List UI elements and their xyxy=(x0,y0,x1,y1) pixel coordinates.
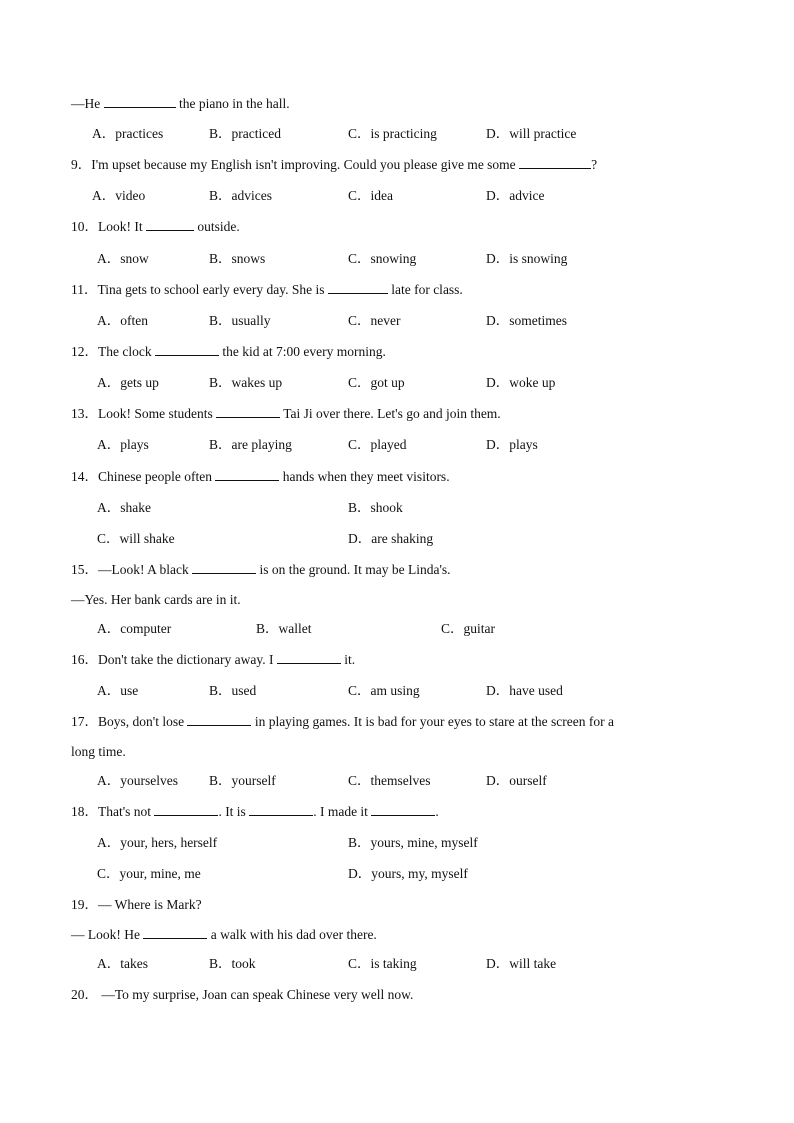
question-11 xyxy=(71,281,463,299)
q9-option-c[interactable]: C．idea xyxy=(348,188,393,203)
q14-option-a[interactable]: A．shake xyxy=(97,500,151,515)
answer-blank[interactable] xyxy=(519,156,591,169)
q15-option-a[interactable]: A．computer xyxy=(97,621,172,636)
q15-option-b[interactable]: B．wallet xyxy=(256,621,312,636)
answer-blank[interactable] xyxy=(187,713,251,726)
answer-blank[interactable] xyxy=(277,651,341,664)
q9-text-a: 9．I'm upset because my English isn't improving. Could you please give me some xyxy=(71,157,520,172)
q14-option-b[interactable]: B．shook xyxy=(348,500,403,515)
q12-option-c[interactable]: C．got up xyxy=(348,375,405,390)
q9-text-b: ? xyxy=(591,157,598,172)
q8-text-a: —He xyxy=(71,96,104,111)
q17-option-c[interactable]: C．themselves xyxy=(348,773,431,788)
q19-option-d[interactable]: D．will take xyxy=(486,956,557,971)
q11-text-b: late for class. xyxy=(387,282,463,297)
question-13 xyxy=(71,405,501,423)
q14-option-d[interactable]: D．are shaking xyxy=(348,531,434,546)
answer-blank[interactable] xyxy=(249,803,313,816)
q16-option-b[interactable]: B．used xyxy=(209,683,257,698)
q10-option-d[interactable]: D．is snowing xyxy=(486,251,568,266)
q16-option-a[interactable]: A．use xyxy=(97,683,139,698)
answer-blank[interactable] xyxy=(192,561,256,574)
q19-option-a[interactable]: A．takes xyxy=(97,956,148,971)
q12-option-d[interactable]: D．woke up xyxy=(486,375,556,390)
answer-blank[interactable] xyxy=(104,95,176,108)
q12-option-a[interactable]: A．gets up xyxy=(97,375,159,390)
q10-text-b: outside. xyxy=(194,219,240,234)
q13-text-a: 13．Look! Some students xyxy=(71,406,217,421)
q19-option-b[interactable]: B．took xyxy=(209,956,256,971)
answer-blank[interactable] xyxy=(143,926,207,939)
q10-option-a[interactable]: A．snow xyxy=(97,251,149,266)
q13-option-c[interactable]: C．played xyxy=(348,437,407,452)
question-14 xyxy=(71,468,450,486)
question-19: 19．— Where is Mark? xyxy=(71,897,202,912)
q18-text-b: . It is xyxy=(218,804,250,819)
question-20: 20． —To my surprise, Joan can speak Chinese very well now. xyxy=(71,987,414,1002)
answer-blank[interactable] xyxy=(371,803,435,816)
q12-option-b[interactable]: B．wakes up xyxy=(209,375,283,390)
q9-option-d[interactable]: D．advice xyxy=(486,188,545,203)
answer-blank[interactable] xyxy=(328,281,388,294)
answer-blank[interactable] xyxy=(154,803,218,816)
q11-option-c[interactable]: C．never xyxy=(348,313,401,328)
q19-text-b: a walk with his dad over there. xyxy=(207,927,377,942)
q12-text-b: the kid at 7:00 every morning. xyxy=(218,344,386,359)
q16-option-c[interactable]: C．am using xyxy=(348,683,420,698)
q13-text-b: Tai Ji over there. Let's go and join them. xyxy=(280,406,501,421)
q18-option-c[interactable]: C．your, mine, me xyxy=(97,866,201,881)
q10-option-b[interactable]: B．snows xyxy=(209,251,266,266)
q18-option-a[interactable]: A．your, hers, herself xyxy=(97,835,218,850)
q15-option-c[interactable]: C．guitar xyxy=(441,621,495,636)
q15-text-b: is on the ground. It may be Linda's. xyxy=(256,562,451,577)
q19-option-c[interactable]: C．is taking xyxy=(348,956,417,971)
answer-blank[interactable] xyxy=(146,218,194,231)
q16-option-d[interactable]: D．have used xyxy=(486,683,563,698)
question-15-reply: —Yes. Her bank cards are in it. xyxy=(71,592,241,607)
question-16 xyxy=(71,651,355,669)
question-15 xyxy=(71,561,451,579)
q18-text-a: 18．That's not xyxy=(71,804,155,819)
q18-option-b[interactable]: B．yours, mine, myself xyxy=(348,835,478,850)
q17-option-b[interactable]: B．yourself xyxy=(209,773,276,788)
q17-text-a: 17．Boys, don't lose xyxy=(71,714,188,729)
answer-blank[interactable] xyxy=(155,343,219,356)
q17-option-a[interactable]: A．yourselves xyxy=(97,773,178,788)
q18-option-d[interactable]: D．yours, my, myself xyxy=(348,866,468,881)
q16-text-a: 16．Don't take the dictionary away. I xyxy=(71,652,277,667)
q8-option-b[interactable]: B．practiced xyxy=(209,126,281,141)
q14-text-b: hands when they meet visitors. xyxy=(279,469,450,484)
q17-text-b: in playing games. It is bad for your eyes to stare at the screen for a xyxy=(251,714,614,729)
q11-option-b[interactable]: B．usually xyxy=(209,313,271,328)
question-18 xyxy=(71,803,439,821)
q8-option-c[interactable]: C．is practicing xyxy=(348,126,437,141)
q11-option-a[interactable]: A．often xyxy=(97,313,148,328)
question-12 xyxy=(71,343,386,361)
question-8-dialog xyxy=(71,95,290,113)
q14-option-c[interactable]: C．will shake xyxy=(97,531,175,546)
q9-option-a[interactable]: A．video xyxy=(92,188,146,203)
q8-option-d[interactable]: D．will practice xyxy=(486,126,577,141)
question-10 xyxy=(71,218,240,236)
question-9 xyxy=(71,156,597,174)
question-17-continued: long time. xyxy=(71,744,126,759)
q11-text-a: 11．Tina gets to school early every day. She is xyxy=(71,282,328,297)
q18-text-c: . I made it xyxy=(313,804,372,819)
q16-text-b: it. xyxy=(340,652,356,667)
q18-text-d: . xyxy=(435,804,439,819)
q8-option-a[interactable]: A．practices xyxy=(92,126,164,141)
q8-text-b: the piano in the hall. xyxy=(175,96,290,111)
q10-option-c[interactable]: C．snowing xyxy=(348,251,417,266)
q12-text-a: 12．The clock xyxy=(71,344,155,359)
question-17 xyxy=(71,713,614,731)
q13-option-d[interactable]: D．plays xyxy=(486,437,538,452)
q13-option-a[interactable]: A．plays xyxy=(97,437,149,452)
q15-text-a: 15．—Look! A black xyxy=(71,562,193,577)
question-19-reply xyxy=(71,926,377,944)
q10-text-a: 10．Look! It xyxy=(71,219,146,234)
q17-option-d[interactable]: D．ourself xyxy=(486,773,547,788)
answer-blank[interactable] xyxy=(216,405,280,418)
answer-blank[interactable] xyxy=(215,468,279,481)
q9-option-b[interactable]: B．advices xyxy=(209,188,272,203)
q14-text-a: 14．Chinese people often xyxy=(71,469,216,484)
q19-text-a: — Look! He xyxy=(71,927,144,942)
q11-option-d[interactable]: D．sometimes xyxy=(486,313,567,328)
q13-option-b[interactable]: B．are playing xyxy=(209,437,292,452)
